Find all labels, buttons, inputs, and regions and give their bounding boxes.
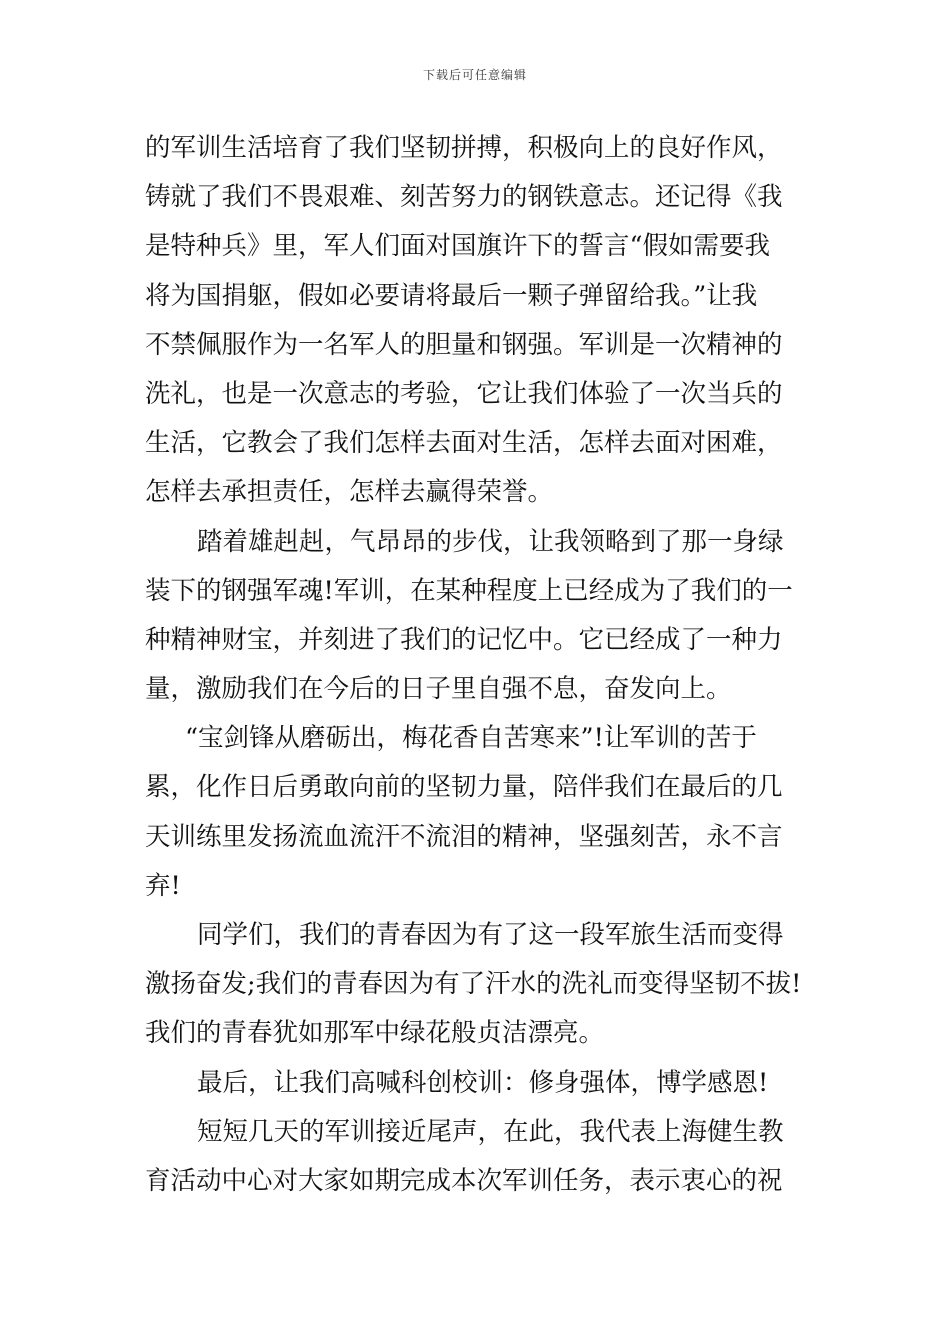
text-line: 我们的青春犹如那军中绿花般贞洁漂亮。 [145,1018,605,1049]
paragraph-start-line: 最后，让我们高喊科创校训：修身强体，博学感恩! [197,1067,769,1098]
paragraph-start-line: 踏着雄赳赳，气昂昂的步伐，让我领略到了那一身绿 [197,526,784,557]
paragraph-start-line: “宝剑锋从磨砺出，梅花香自苦寒来”!让军训的苦于 [185,723,757,754]
text-line: 将为国捐躯，假如必要请将最后一颗子弹留给我。”让我 [145,280,758,311]
text-line: 弃! [145,870,181,901]
text-line: 量，激励我们在今后的日子里自强不息，奋发向上。 [145,674,732,705]
document-body [145,124,810,1206]
text-line: 种精神财宝，并刻进了我们的记忆中。它已经成了一种力 [145,624,783,655]
text-line: 的军训生活培育了我们坚韧拼搏，积极向上的良好作风， [145,133,783,163]
text-line: 累，化作日后勇敢向前的坚韧力量，陪伴我们在最后的几 [145,772,783,803]
text-line: 铸就了我们不畏艰难、刻苦努力的钢铁意志。还记得《我 [145,182,783,213]
text-line: 怎样去承担责任，怎样去赢得荣誉。 [145,477,554,508]
paragraph-start-line: 短短几天的军训接近尾声，在此，我代表上海健生教 [197,1116,784,1147]
text-line: 生活，它教会了我们怎样去面对生活，怎样去面对困难， [145,428,783,459]
text-line: 装下的钢强军魂!军训，在某种程度上已经成为了我们的一 [145,575,793,606]
text-line: 不禁佩服作为一名军人的胆量和钢强。军训是一次精神的 [145,329,783,360]
text-line: 洗礼，也是一次意志的考验，它让我们体验了一次当兵的 [145,378,783,409]
paragraph-start-line: 同学们，我们的青春因为有了这一段军旅生活而变得 [197,920,784,950]
header-note: 下载后可任意编辑 [422,68,527,82]
text-line: 育活动中心对大家如期完成本次军训任务，表示衷心的祝 [145,1165,783,1196]
text-line: 激扬奋发;我们的青春因为有了汗水的洗礼而变得坚韧不拔! [145,969,802,1000]
text-line: 天训练里发扬流血流汗不流泪的精神，坚强刻苦，永不言 [145,821,783,852]
text-line: 是特种兵》里，军人们面对国旗许下的誓言“假如需要我 [145,231,771,262]
